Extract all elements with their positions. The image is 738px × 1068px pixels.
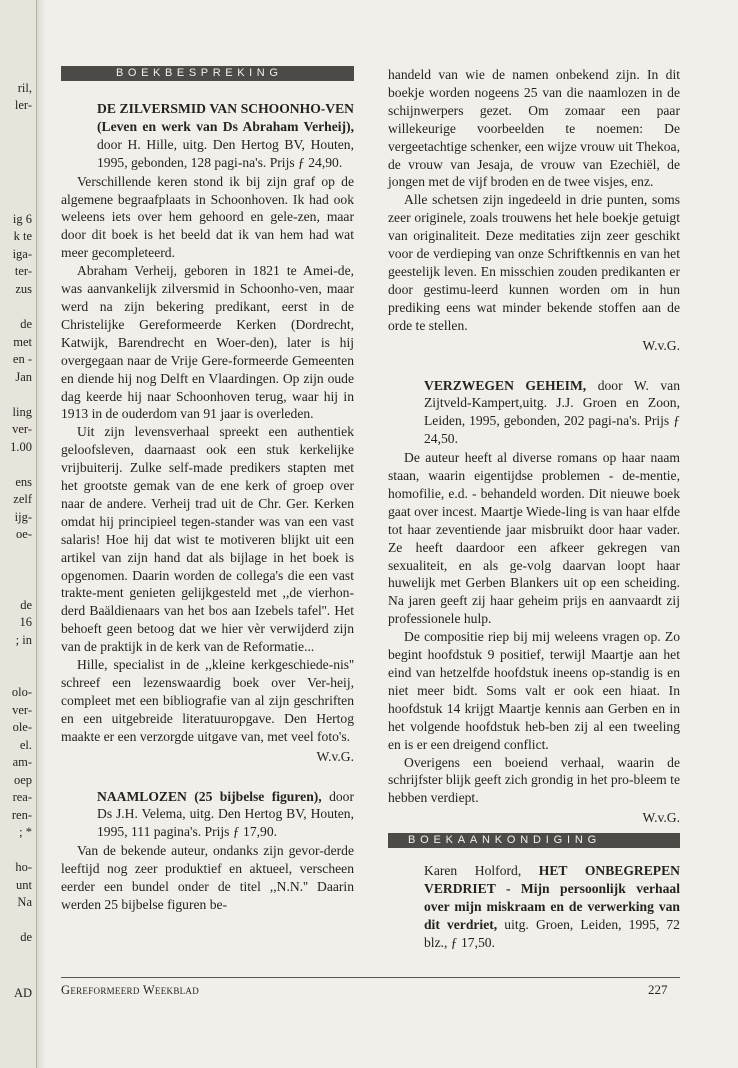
review-paragraph: De auteur heeft al diverse romans op haar naam staan, waarin eigentijdse problemen - de-mentie, homofilie, e.d. - behandeld worden. Dit nieuwe boek gaat over incest. Maartje Wiede-ling is van haar elfde tot haar zeventiende jaar misbruikt door haar vader. Ze heeft daardoor een afkeer gekregen van sexualiteit, en als ge-volg daarvan loopt haar huwelijk met Gerben Blankers uit op een scheiding. Na jaren geeft zij haar geheim prijs en aanvaardt zij professionele hulp. (388, 450, 680, 627)
previous-page-fragment: ver- (12, 422, 32, 436)
spacer (388, 355, 680, 377)
previous-page-fragment: ; * (19, 825, 32, 839)
previous-page-fragment: ren- (11, 808, 32, 822)
previous-page-fragment: en - (12, 352, 32, 366)
previous-page-fragment: ril, (17, 81, 32, 95)
previous-page-fragment: ling (12, 405, 32, 419)
previous-page-fragment: unt (16, 878, 32, 892)
previous-page-fragment: ver- (12, 703, 32, 717)
section-banner-boekbespreking: BOEKBESPREKING (61, 66, 354, 81)
review-paragraph: Hille, specialist in de ,,kleine kerkgeschiede-nis'' schreef een lezenswaardig boek over Ver-heij, compleet met een bibliografie van al zijn geschriften en een uitgebreide literatuuropgave. Den Hertog maakte er een verzorgde uitgave van, met veel foto's. (61, 657, 354, 744)
previous-page-fragment: Na (17, 895, 32, 909)
previous-page-fragment: zus (15, 282, 32, 296)
footer-publication: Gereformeerd Weekblad (61, 983, 200, 997)
previous-page-fragment: de (20, 598, 32, 612)
review-heading-naamlozen (61, 788, 354, 842)
review-paragraph: Alle schetsen zijn ingedeeld in drie punten, soms zeer originele, zoals trouwens het hele boekje getuigt van originaliteit. Deze meditaties zijn zeer geschikt voor de verdieping van onze Schriftkennis en van het geestelijk leven. En misschien zouden predikanten er door gestimu-leerd kunnen worden om in hun prediking eens wat minder bekende stoffen aan de orde te stellen. (388, 192, 680, 333)
previous-page-fragment: oe- (16, 527, 32, 541)
review-heading-zilversmid (61, 100, 354, 172)
announcement-meta: uitg. Groen, Leiden, 1995, 72 blz., ƒ 17,50. (424, 916, 680, 950)
announcement-author: Karen Holford, (424, 863, 539, 879)
review-paragraph: De compositie riep bij mij weleens vragen op. Zo begint hoofdstuk 9 positief, terwijl Maartje aan het eind van hetzelfde hoofdstuk ineens op-standig is en niet meer bidt. Soms valt er ook een hiaat. In hoofdstuk 14 krijgt Maartje kennis aan Gerben en in het volgende hoofdstuk heb-ben zij al een tweeling en is er een dreigend conflict. (388, 629, 680, 752)
previous-page-fragment: zelf (13, 492, 32, 506)
previous-page-fragment: k te (13, 229, 32, 243)
review-title: VERZWEGEN GEHEIM, (424, 377, 587, 393)
previous-page-fragment: ens (15, 475, 32, 489)
previous-page-fragment: el. (19, 738, 32, 752)
announcement-title: HET ONBEGREPEN VERDRIET - Mijn persoonlijk verhaal over mijn miskraam en de verwerking van dit verdriet, (424, 863, 680, 932)
previous-page-fragment: am- (12, 755, 32, 769)
right-column (388, 66, 680, 953)
page-fold-shadow (36, 0, 46, 1068)
previous-page-fragment: de (20, 317, 32, 331)
previous-page-fragment: ter- (14, 264, 32, 278)
review-heading-verzwegen-geheim (388, 377, 680, 449)
review-paragraph: Abraham Verheij, geboren in 1821 te Amei-de, was aanvankelijk zilversmid in Schoonho-ven, maar werd na zijn bekering predikant, eerst in de Christelijke Gereformeerde Kerken (Dordrecht, Katwijk, Barendrecht en Woer-den), later is hij overgegaan naar de Vrije Gere-formeerde Gemeenten en diende hij nog Delft en Vlaardingen. Op zijn oude dag keerde hij naar Schoonhoven terug, waar hij in 1913 in de ouderdom van 91 jaar is overleden. (61, 263, 354, 422)
review-meta: door W. van Zijtveld-Kampert,uitg. J.J. Groen en Zoon, Leiden, 1995, gebonden, 202 pagi-na's. Prijs ƒ 24,50. (424, 377, 680, 447)
review-meta: door Ds J.H. Velema, uitg. Den Hertog BV, Houten, 1995, 111 pagina's. Prijs ƒ 17,90. (97, 788, 354, 840)
section-banner-boekaankondiging: BOEKAANKONDIGING (388, 833, 680, 848)
previous-page-fragment: de (20, 930, 32, 944)
spacer (61, 766, 354, 788)
previous-page-fragment: 1.00 (10, 440, 32, 454)
previous-page-fragment: olo- (11, 685, 32, 699)
page-number: 227 (648, 982, 668, 997)
previous-page-fragment: Jan (15, 370, 32, 384)
review-title: NAAMLOZEN (25 bijbelse figuren), (97, 788, 322, 804)
announcement-entry (388, 862, 680, 952)
previous-page-edge (0, 0, 37, 1068)
review-title: DE ZILVERSMID VAN SCHOONHO-VEN (Leven en werk van Ds Abraham Verheij), (97, 101, 354, 134)
previous-page-fragment: met (13, 335, 32, 349)
review-paragraph: Van de bekende auteur, ondanks zijn gevor-derde leeftijd nog zeer produktief en aktueel, verscheen eerder een bundel onder de titel ,,N.N.'' Daarin werden 25 bijbelse figuren be- (61, 843, 354, 912)
previous-page-fragment: ; in (15, 633, 32, 647)
previous-page-fragment: ijg- (14, 510, 32, 524)
previous-page-fragment: iga- (12, 247, 32, 261)
previous-page-fragment: ig 6 (12, 212, 32, 226)
previous-page-fragment: oep (13, 773, 32, 787)
left-column (61, 66, 354, 914)
review-paragraph: Uit zijn levensverhaal spreekt een authentiek geloofsleven, daarnaast ook een stuk kerkelijke vrijbuiterij. Zulke self-made predikers stapten met het grootste gemak van de ene kerk of groep over naar de andere. Verheij trad uit de Chr. Ger. Kerken omdat hij principieel tegen-stander was van een vast salaris! Hoe hij dat wist te motiveren blijkt uit een artikel van zijn hand dat als bijlage in het boek is opgenomen. Daarin worden de collega's die een vast trakte-ment genieten gelijkgesteld met ,,de vierhon-derd Baäldienaars van het bos aan Izebels tafel''. Het behoeft geen betoog dat we hier vèr verwijderd zijn van de praktijk in de kerk van de Reformatie... (61, 424, 354, 655)
previous-page-fragment: ler- (14, 98, 32, 112)
review-paragraph: handeld van wie de namen onbekend zijn. In dit boekje worden nogeens 25 van die naamlozen in de schijnwerpers gezet. Om zomaar een paar willekeurige voorbeelden te noemen: De vergeetachtige schenker, een wijze vrouw uit Thekoa, de vrouw van Jesaja, de vrouw van Ezechiël, de jongen met de vijf broden en de twee visjes, enz. (388, 67, 680, 190)
review-meta: door H. Hille, uitg. Den Hertog BV, Houten, 1995, gebonden, 128 pagi-na's. Prijs ƒ 24,90. (97, 136, 354, 170)
previous-page-fragment: ole- (12, 720, 32, 734)
previous-page-fragment: 16 (19, 615, 32, 629)
previous-page-fragment: rea- (12, 790, 32, 804)
reviewer-signature: W.v.G. (642, 810, 680, 826)
review-paragraph: Verschillende keren stond ik bij zijn graf op de algemene begraafplaats in Schoonhoven. Ik had ook weleens iets over hem gehoord en gele-zen, maar door dit boek is het beeld dat ik van hem had wat meer gecompleteerd. (61, 173, 354, 261)
review-paragraph: Overigens een boeiend verhaal, waarin de schrijfster blijk geeft zich grondig in het pro-bleem te hebben verdiept. (388, 754, 680, 806)
footer-rule (61, 977, 680, 978)
previous-page-fragment: ho- (15, 860, 32, 874)
reviewer-signature: W.v.G. (316, 748, 354, 764)
previous-page-fragment: AD (13, 986, 32, 1000)
reviewer-signature: W.v.G. (642, 337, 680, 353)
